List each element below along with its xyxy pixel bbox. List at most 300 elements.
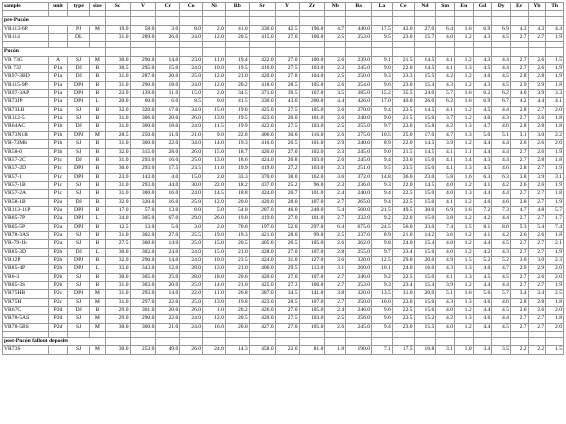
table-cell: 4.1: [436, 148, 455, 156]
table-cell: 15.2: [372, 90, 393, 98]
table-cell: 2.7: [510, 273, 528, 281]
table-cell: B: [90, 65, 106, 73]
table-cell: 28.0: [156, 148, 180, 156]
table-cell: 10.8: [414, 346, 436, 354]
table-cell: 4.5: [492, 73, 511, 81]
empty-cell: [156, 48, 180, 56]
sample-id-cell: VR75HB: [3, 290, 49, 298]
table-cell: P1a: [48, 73, 68, 81]
column-header: Gd: [473, 3, 492, 11]
table-cell: 2.3: [325, 148, 346, 156]
table-cell: 5.1: [436, 290, 455, 298]
table-cell: 4.4: [473, 148, 492, 156]
table-cell: 2.5: [325, 231, 346, 239]
table-cell: 440.0: [346, 25, 372, 33]
table-cell: 4.7: [510, 206, 528, 214]
column-header: Sm: [436, 3, 455, 11]
column-header: type: [68, 3, 90, 11]
table-cell: 19.0: [203, 231, 226, 239]
table-cell: 4.1: [436, 65, 455, 73]
table-cell: 2.9: [510, 265, 528, 273]
table-cell: 12.0: [156, 265, 180, 273]
table-cell: B: [90, 256, 106, 264]
table-cell: B: [90, 156, 106, 164]
table-cell: P2b: [48, 282, 68, 290]
empty-cell: [436, 48, 455, 56]
table-cell: 370.0: [249, 173, 275, 181]
empty-cell: [299, 338, 325, 346]
table-cell: 4.0: [436, 181, 455, 189]
table-cell: 14.3: [225, 346, 249, 354]
table-cell: 15.0: [203, 106, 226, 114]
table-cell: 260.0: [346, 265, 372, 273]
table-cell: L: [90, 265, 106, 273]
table-cell: 437.0: [249, 181, 275, 189]
table-cell: 7.1: [372, 346, 393, 354]
table-cell: 27.5: [275, 65, 299, 73]
sample-id-cell: VR57-2C: [3, 156, 49, 164]
table-cell: 31.0: [105, 140, 130, 148]
table-cell: 4.0: [436, 248, 455, 256]
table-cell: 9.3: [372, 282, 393, 290]
table-cell: 30.5: [105, 65, 130, 73]
table-cell: 1.2: [455, 198, 474, 206]
table-cell: 4.4: [492, 215, 511, 223]
table-cell: 246.0: [346, 273, 372, 281]
table-cell: 1.5: [455, 223, 474, 231]
table-cell: B: [90, 73, 106, 81]
empty-cell: [105, 17, 130, 25]
table-cell: [48, 34, 68, 42]
table-cell: 9.6: [372, 81, 393, 89]
table-cell: 26.0: [180, 115, 203, 123]
table-cell: 25.0: [156, 273, 180, 281]
table-cell: 4.0: [436, 323, 455, 331]
table-cell: 116.0: [299, 131, 325, 139]
table-cell: 20.0: [105, 98, 130, 106]
table-cell: 1.9: [546, 65, 564, 73]
table-cell: 4.1: [473, 231, 492, 239]
table-cell: 419.0: [249, 165, 275, 173]
table-row: [3, 123, 564, 131]
table-cell: 1.0: [455, 346, 474, 354]
table-cell: 15.0: [414, 165, 436, 173]
table-cell: 31.0: [105, 123, 130, 131]
table-row: [3, 25, 564, 33]
table-cell: 245.0: [346, 148, 372, 156]
sample-id-cell: VR57-2A: [3, 190, 49, 198]
table-cell: 23.0: [392, 81, 414, 89]
table-row: [3, 256, 564, 264]
table-cell: 427.0: [249, 323, 275, 331]
empty-cell: [546, 48, 564, 56]
table-cell: 22.0: [156, 315, 180, 323]
table-cell: 5.7: [492, 290, 511, 298]
table-cell: 250.0: [346, 298, 372, 306]
table-cell: 4.2: [436, 123, 455, 131]
table-cell: 6.9: [436, 206, 455, 214]
empty-cell: [528, 48, 546, 56]
table-cell: 20.2: [225, 81, 249, 89]
table-cell: 15.4: [414, 81, 436, 89]
table-cell: 15.0: [156, 65, 180, 73]
table-cell: 425.0: [249, 282, 275, 290]
table-cell: 5.3: [510, 223, 528, 231]
empty-cell: [325, 17, 346, 25]
table-cell: 31.0: [105, 282, 130, 290]
table-cell: 14.5: [414, 148, 436, 156]
table-cell: B: [90, 282, 106, 290]
sample-id-cell: VR85-5P: [3, 223, 49, 231]
empty-cell: [473, 17, 492, 25]
table-cell: 14.0: [203, 140, 226, 148]
table-cell: 103.0: [299, 156, 325, 164]
table-cell: 19.9: [225, 165, 249, 173]
table-cell: 43.0: [275, 98, 299, 106]
table-cell: 14.5: [414, 65, 436, 73]
table-cell: 2.7: [325, 215, 346, 223]
table-cell: B: [90, 206, 106, 214]
table-cell: 245.0: [346, 65, 372, 73]
table-cell: 1.2: [455, 240, 474, 248]
empty-cell: [299, 48, 325, 56]
table-cell: 15.0: [203, 148, 226, 156]
table-cell: 27.0: [275, 307, 299, 315]
table-cell: DPJ: [68, 215, 90, 223]
table-cell: 16.0: [156, 198, 180, 206]
empty-cell: [275, 338, 299, 346]
table-cell: 17.5: [156, 165, 180, 173]
table-row: [3, 173, 564, 181]
empty-cell: [372, 48, 393, 56]
section-title: Pucón: [3, 48, 106, 56]
table-cell: 4.6: [473, 265, 492, 273]
table-cell: 30.0: [414, 206, 436, 214]
table-cell: 3.9: [436, 140, 455, 148]
table-cell: P2a: [48, 198, 68, 206]
table-cell: 103.0: [299, 165, 325, 173]
sample-id-cell: VR6-3: [3, 273, 49, 281]
table-cell: L: [90, 98, 106, 106]
table-cell: 23.0: [392, 34, 414, 42]
table-cell: 6.4: [325, 223, 346, 231]
table-cell: 15.8: [414, 123, 436, 131]
sample-id-cell: VR85-3S: [3, 282, 49, 290]
table-row: [3, 346, 564, 354]
table-cell: 406.0: [249, 265, 275, 273]
table-cell: 2.0: [203, 173, 226, 181]
sample-id-cell: VR78-3AS: [3, 231, 49, 239]
table-cell: 31.0: [105, 34, 130, 42]
table-cell: 4.1: [473, 181, 492, 189]
table-cell: 14.5: [414, 106, 436, 114]
table-cell: 31.0: [105, 181, 130, 189]
table-cell: 31.0: [105, 290, 130, 298]
table-cell: 2.0: [203, 223, 226, 231]
table-cell: 1.4: [455, 156, 474, 164]
table-cell: 27.0: [275, 323, 299, 331]
table-cell: 1.8: [546, 315, 564, 323]
table-cell: 6.4: [436, 25, 455, 33]
column-header: unit: [48, 3, 68, 11]
sample-id-cell: VR12P: [3, 256, 49, 264]
table-cell: 9.3: [372, 73, 393, 81]
table-cell: 14.2: [414, 231, 436, 239]
table-cell: 19.8: [225, 298, 249, 306]
column-header: Co: [180, 3, 203, 11]
table-cell: 32.0: [105, 256, 130, 264]
sample-id-cell: VR67C: [3, 307, 49, 315]
table-cell: 4.1: [436, 106, 455, 114]
table-cell: 27.2: [275, 165, 299, 173]
table-cell: 2.9: [528, 265, 546, 273]
table-cell: 4.6: [473, 298, 492, 306]
table-cell: P2d: [48, 315, 68, 323]
sample-id-cell: VR58-1B: [3, 198, 49, 206]
table-cell: P1c: [48, 181, 68, 189]
table-cell: 4.4: [473, 240, 492, 248]
sample-id-cell: VR113-11P: [3, 206, 49, 214]
table-cell: 1.9: [546, 34, 564, 42]
table-cell: 15.0: [414, 215, 436, 223]
table-cell: 300.0: [130, 323, 156, 331]
table-cell: 2.6: [325, 115, 346, 123]
table-cell: 255.0: [346, 123, 372, 131]
table-cell: 14.5: [414, 181, 436, 189]
table-cell: 240.0: [346, 115, 372, 123]
table-cell: 33.0: [105, 265, 130, 273]
header-row: [3, 3, 564, 11]
table-cell: SJ: [68, 140, 90, 148]
table-cell: 4.6: [492, 123, 511, 131]
table-row: [3, 73, 564, 81]
empty-cell: [249, 48, 275, 56]
table-cell: 32.0: [105, 106, 130, 114]
table-cell: 105.0: [299, 307, 325, 315]
table-cell: 2.7: [510, 315, 528, 323]
table-cell: 428.0: [249, 248, 275, 256]
table-cell: 19.5: [225, 115, 249, 123]
table-cell: 25.0: [180, 240, 203, 248]
table-cell: 1.2: [455, 215, 474, 223]
table-cell: 306.0: [130, 115, 156, 123]
column-header: size: [90, 3, 106, 11]
table-cell: 25.5: [180, 231, 203, 239]
table-cell: 293.0: [130, 290, 156, 298]
table-cell: DPJ: [68, 256, 90, 264]
table-cell: 4.0: [510, 90, 528, 98]
table-cell: 11.5: [203, 123, 226, 131]
table-cell: 2.7: [528, 165, 546, 173]
table-cell: 1.6: [455, 206, 474, 214]
table-cell: P2b: [48, 256, 68, 264]
table-cell: 1.2: [455, 231, 474, 239]
table-cell: 26.0: [180, 148, 203, 156]
table-cell: SJ: [68, 315, 90, 323]
table-cell: 27.3: [275, 282, 299, 290]
table-cell: 4.0: [436, 307, 455, 315]
table-cell: 2.7: [510, 215, 528, 223]
table-cell: 21.0: [225, 248, 249, 256]
table-cell: 2.8: [510, 165, 528, 173]
table-cell: 106.0: [299, 282, 325, 290]
table-cell: 5.4: [528, 223, 546, 231]
table-cell: 4.3: [492, 248, 511, 256]
table-cell: 26.0: [180, 307, 203, 315]
table-cell: 6.3: [492, 173, 511, 181]
table-row: [3, 98, 564, 106]
table-cell: 2.7: [528, 190, 546, 198]
table-cell: 24.0: [180, 34, 203, 42]
table-cell: 423.0: [249, 115, 275, 123]
table-cell: 31.0: [105, 231, 130, 239]
empty-cell: [130, 48, 156, 56]
table-cell: 25.0: [180, 298, 203, 306]
table-cell: 2.6: [325, 106, 346, 114]
table-cell: P1c: [48, 190, 68, 198]
table-cell: 3.1: [325, 265, 346, 273]
table-cell: 33.0: [414, 223, 436, 231]
table-cell: 315.0: [130, 148, 156, 156]
table-cell: 11.0: [203, 290, 226, 298]
table-cell: 9.0: [203, 131, 226, 139]
table-cell: 4.7: [436, 131, 455, 139]
table-cell: 287.0: [130, 73, 156, 81]
table-cell: 9.3: [372, 181, 393, 189]
table-cell: 32.0: [105, 198, 130, 206]
table-cell: 1.3: [455, 265, 474, 273]
table-cell: 7.2: [473, 206, 492, 214]
table-cell: 2.7: [325, 298, 346, 306]
table-cell: 25.0: [180, 198, 203, 206]
table-cell: 4.4: [492, 315, 511, 323]
table-cell: 30.0: [105, 56, 130, 64]
table-cell: 2.6: [325, 323, 346, 331]
table-row: [3, 265, 564, 273]
table-cell: B: [90, 181, 106, 189]
table-cell: 19.5: [225, 65, 249, 73]
column-header: Dy: [492, 3, 511, 11]
table-cell: 23.4: [392, 282, 414, 290]
table-cell: 15.0: [414, 190, 436, 198]
table-cell: 2.7: [528, 198, 546, 206]
empty-cell: [346, 48, 372, 56]
table-cell: DJ: [68, 65, 90, 73]
table-cell: 26.5: [275, 140, 299, 148]
table-cell: 4.3: [436, 265, 455, 273]
table-cell: SJ: [68, 240, 90, 248]
table-cell: 4.4: [492, 106, 511, 114]
table-cell: 10.5: [372, 131, 393, 139]
table-cell: 4.3: [436, 298, 455, 306]
table-cell: 200.0: [299, 98, 325, 106]
table-cell: 25.0: [392, 131, 414, 139]
table-cell: 54.0: [225, 206, 249, 214]
table-cell: 424.0: [249, 190, 275, 198]
table-cell: 19.4: [225, 56, 249, 64]
table-cell: 15.0: [180, 90, 203, 98]
table-cell: 240.0: [346, 190, 372, 198]
table-cell: DPJ: [68, 165, 90, 173]
table-cell: 12.0: [203, 34, 226, 42]
table-cell: 2.6: [325, 240, 346, 248]
table-row: [3, 165, 564, 173]
table-cell: 24.0: [156, 248, 180, 256]
table-cell: 18.0: [156, 123, 180, 131]
sample-id-cell: VR112-5: [3, 115, 49, 123]
table-cell: 9.4: [372, 106, 393, 114]
empty-cell: [414, 48, 436, 56]
table-cell: M: [90, 298, 106, 306]
table-cell: 4.2: [436, 315, 455, 323]
column-header: Yb: [528, 3, 546, 11]
empty-cell: [510, 17, 528, 25]
table-cell: 4.0: [156, 173, 180, 181]
table-cell: 23.0: [180, 56, 203, 64]
table-cell: 15.0: [414, 273, 436, 281]
table-cell: 28.0: [180, 265, 203, 273]
empty-cell: [130, 338, 156, 346]
table-cell: 107.0: [299, 273, 325, 281]
table-cell: 2.9: [510, 81, 528, 89]
table-cell: 15.7: [414, 34, 436, 42]
table-cell: 4.1: [546, 98, 564, 106]
empty-cell: [528, 338, 546, 346]
table-cell: 23.5: [392, 315, 414, 323]
section-heading-row: [3, 17, 564, 25]
table-cell: 14.0: [156, 290, 180, 298]
table-cell: 420.0: [249, 273, 275, 281]
table-cell: 6.3: [473, 173, 492, 181]
empty-cell: [299, 17, 325, 25]
table-cell: 15.6: [414, 248, 436, 256]
table-cell: 107.0: [299, 198, 325, 206]
table-cell: 1.2: [455, 115, 474, 123]
table-cell: P1b: [48, 123, 68, 131]
table-cell: 24.0: [392, 240, 414, 248]
table-cell: 101.0: [299, 215, 325, 223]
table-cell: DPJ: [68, 81, 90, 89]
table-cell: 458.0: [249, 346, 275, 354]
table-cell: 1.8: [546, 190, 564, 198]
table-cell: 3.6: [325, 173, 346, 181]
table-cell: 301.0: [130, 307, 156, 315]
table-cell: DJ: [68, 307, 90, 315]
table-cell: 167.0: [299, 90, 325, 98]
table-cell: 2.6: [325, 131, 346, 139]
table-cell: 2.6: [528, 56, 546, 64]
table-cell: 4.7: [492, 265, 511, 273]
table-cell: 60.0: [130, 98, 156, 106]
table-cell: 2.7: [528, 106, 546, 114]
table-cell: SJ: [68, 231, 90, 239]
table-cell: 30.0: [180, 181, 203, 189]
sample-id-cell: VR57-1B: [3, 181, 49, 189]
table-cell: 23.0: [392, 156, 414, 164]
table-cell: 2.7: [510, 34, 528, 42]
table-cell: 2.8: [528, 123, 546, 131]
table-cell: 1.3: [455, 165, 474, 173]
table-cell: 2.7: [510, 248, 528, 256]
column-header: Ni: [203, 3, 226, 11]
table-cell: 26.8: [225, 290, 249, 298]
empty-cell: [455, 17, 474, 25]
table-cell: 141.0: [299, 290, 325, 298]
table-cell: 31.0: [105, 81, 130, 89]
table-cell: 421.0: [249, 231, 275, 239]
table-cell: [48, 346, 68, 354]
table-cell: 1.3: [455, 65, 474, 73]
